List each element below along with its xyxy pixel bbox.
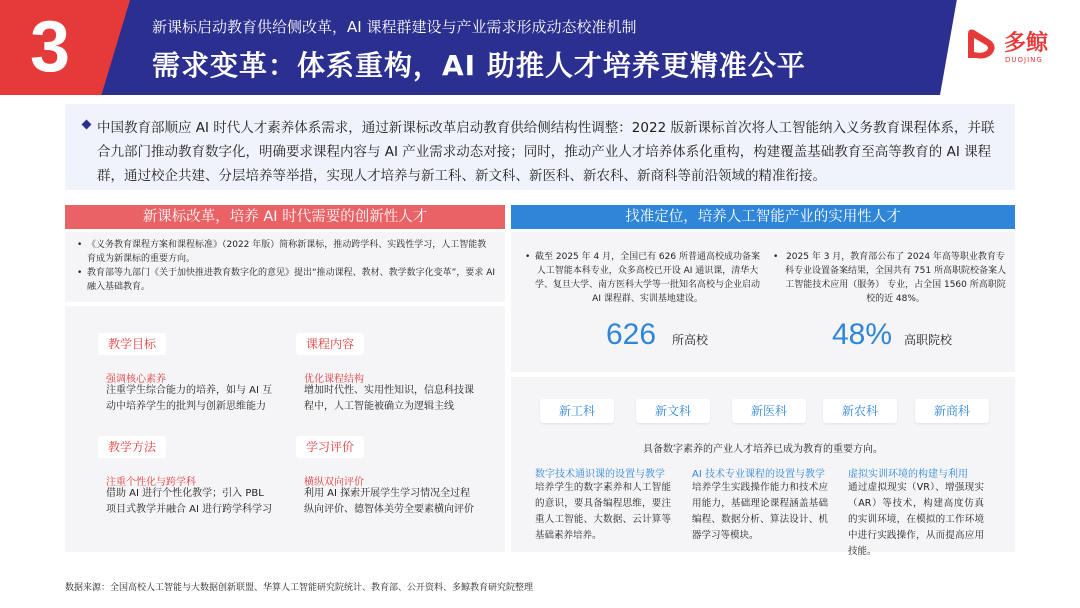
header-banner	[0, 0, 1080, 95]
stat-note: • 截至 2025 年 4 月，全国已有 626 所普通高校成功备案人工智能本科专业，众多高校已开设 AI 通识课，清华大学、复旦大学、南方医科大学等一批知名高校与企业启动 AI 课程群、实训基地建设。	[525, 252, 761, 304]
column-title: 虚拟实训环境的构建与利用	[848, 469, 968, 480]
whale-logo-icon	[964, 26, 1000, 62]
item-title: 强调核心素养	[106, 374, 166, 385]
intro-box	[65, 104, 1015, 190]
item-desc: 注重学生综合能力的培养，如与 AI 互动中培养学生的批判与创新思维能力	[106, 385, 273, 412]
column-title: AI 技术专业课程的设置与教学	[692, 469, 825, 480]
stat-note: • 2025 年 3 月，教育部公布了 2024 年高等职业教育专科专业设置备案结果，全国共有 751 所高职院校备案人工智能技术应用（服务） 专业，占全国 1560 所高职院校的近 48%。	[773, 252, 1006, 304]
disciplines-caption: 具备数字素养的产业人才培养已成为教育的重要方向。	[643, 444, 883, 455]
item-title: 横纵双向评价	[304, 477, 364, 488]
logo-subtext: DUOJING	[1005, 56, 1043, 64]
right-section-header: 找准定位，培养人工智能产业的实用性人才	[511, 205, 1015, 229]
stat-label-vocational: 高职院校	[904, 333, 953, 347]
pill-course-content: 课程内容	[296, 333, 364, 355]
header-subtitle: 新课标启动教育供给侧改革，AI 课程群建设与产业需求形成动态校准机制	[152, 18, 637, 36]
item-title: 注重个性化与跨学科	[106, 477, 196, 488]
stat-value-universities: 626	[606, 318, 657, 351]
tag-new-liberal-arts: 新文科	[636, 399, 710, 423]
stat-label-universities: 所高校	[672, 333, 709, 347]
pill-teaching-goal: 教学目标	[98, 333, 166, 355]
tag-new-business: 新商科	[915, 399, 989, 423]
tag-new-engineering: 新工科	[540, 399, 614, 423]
item-title: 优化课程结构	[304, 374, 364, 385]
logo-text: 多鲸	[1004, 31, 1049, 56]
stat-value-vocational: 48%	[832, 318, 893, 351]
tag-new-medicine: 新医科	[732, 399, 806, 423]
item-desc: 利用 AI 探索开展学生学习情况全过程纵向评价、德智体美劳全要素横向评价	[304, 488, 474, 515]
note-item: • 《义务教育课程方案和课程标准》（2022 年版）简称新课标，推动跨学科、实践性学习，人工智能教育成为新课标的重要方向。	[77, 240, 487, 264]
left-notes	[65, 232, 505, 302]
stats-box	[511, 232, 1015, 372]
column-desc: 通过虚拟现实（VR）、增强现实（AR）等技术，构建高度仿真的实训环境，在模拟的工作环境中进行实践操作，从而提高应用技能。	[848, 482, 984, 557]
section-number: 3	[30, 7, 71, 87]
page-title: 需求变革：体系重构，AI 助推人才培养更精准公平	[152, 49, 806, 82]
column-desc: 培养学生的数字素养和人工智能的意识，要具备编程思维，要注重人工智能、大数据、云计算等基础素养培养。	[535, 482, 671, 541]
pill-learning-evaluation: 学习评价	[296, 436, 364, 458]
column-title: 数字技术通识课的设置与教学	[535, 469, 665, 480]
item-desc: 借助 AI 进行个性化教学；引入 PBL 项目式教学并融合 AI 进行跨学科学习	[106, 488, 273, 515]
column-desc: 培养学生实践操作能力和技术应用能力，基础理论课程涵盖基础编程、数据分析、算法设计、机器学习等模块。	[692, 482, 828, 541]
tag-new-agriculture: 新农科	[823, 399, 897, 423]
item-desc: 增加时代性、实用性知识，信息科技课程中，人工智能被确立为逻辑主线	[304, 385, 474, 412]
data-source-footer: 数据来源：全国高校人工智能与大数据创新联盟、华算人工智能研究院统计、教育部、公开资料、多鲸教育研究院整理	[65, 583, 534, 593]
diamond-bullet-icon	[82, 120, 92, 130]
note-item: • 教育部等九部门《关于加快推进教育数字化的意见》提出“推动课程、教材、教学数字化变革”，要求 AI 融入基础教育。	[77, 268, 495, 292]
left-section-header: 新课标改革，培养 AI 时代需要的创新性人才	[65, 205, 505, 229]
brand-logo	[964, 22, 1074, 72]
pill-teaching-method: 教学方法	[98, 436, 166, 458]
intro-text: 中国教育部顺应 AI 时代人才素养体系需求，通过新课标改革启动教育供给侧结构性调整：2022 版新课标首次将人工智能纳入义务教育课程体系，并联合九部门推动教育数字化，明确要求课程内容与 AI 产业需求动态对接；同时，推动产业人才培养体系化重构，构建覆盖基础教育至高等教育的 AI 课程群，通过校企共建、分层培养等举措，实现人才培养与新工科、新文科、新医科、新农科、新商科等前沿领域的精准衔接。	[97, 120, 995, 184]
